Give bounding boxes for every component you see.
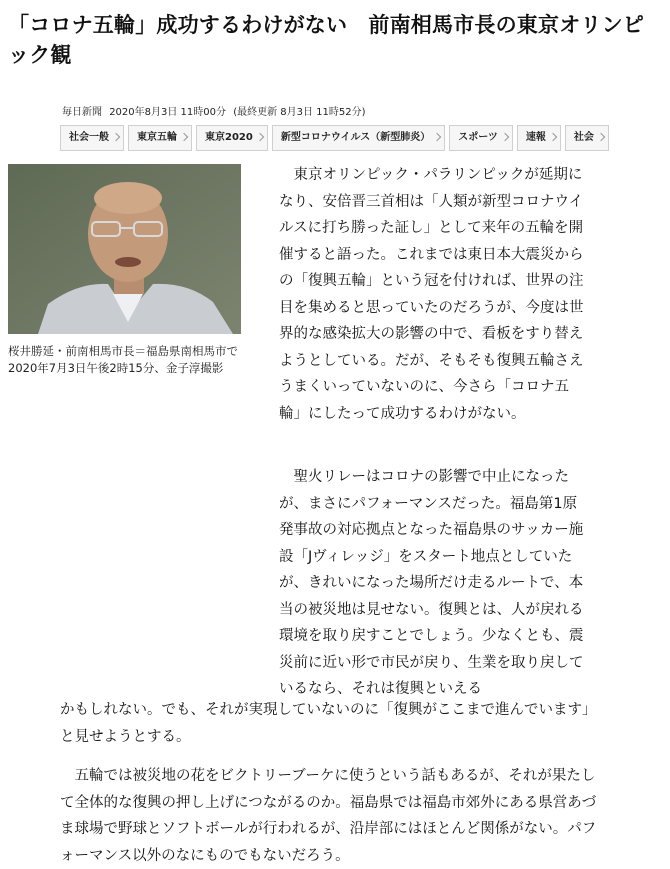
updated-time: (最終更新 8月3日 11時52分)	[233, 107, 366, 118]
tag-list	[60, 125, 609, 151]
tag-link[interactable]: 東京五輪	[128, 125, 192, 151]
tag-link[interactable]: 速報	[517, 125, 561, 151]
tag-link[interactable]: 社会一般	[60, 125, 124, 151]
body-paragraph: 聖火リレーはコロナの影響で中止になったが、まさにパフォーマンスだった。福島第1原発事故の対応拠点となった福島県のサッカー施設「Jヴィレッジ」をスタート地点としていたが、きれいになった場所だけ走るルートで、本当の被災地は見せない。復興とは、人が戻れる環境を取り戻すことでしょう。少なくとも、震災前に近い形で市民が戻り、生業を取り戻しているなら、それは復興といえる	[279, 469, 584, 697]
published-time: 2020年8月3日 11時00分	[109, 107, 226, 118]
source-name: 毎日新聞	[62, 107, 102, 118]
body-paragraph: 五輪では被災地の花をビクトリーブーケに使うという話もあるが、それが果たして全体的な復興の押し上げにつながるのか。福島県では福島市郊外にある県営あづま球場で野球とソフトボールが行われるが、沿岸部にはほとんど関係がない。パフォーマンス以外のなにものでもないだろう。	[60, 768, 597, 864]
article-meta	[62, 103, 370, 118]
body-paragraph: 東京オリンピック・パラリンピックが延期になり、安倍晋三首相は「人類が新型コロナウイルスに打ち勝った証し」として来年の五輪を開催すると語った。これまでは東日本大震災からの「復興五輪」という冠を付ければ、世界の注目を集めると思っていたのだろうが、今度は世界的な感染拡大の影響の中で、看板をすり替えようとしている。だが、そもそも復興五輪さえうまくいっていないのに、今さら「コロナ五輪」にしたって成功するわけがない。	[279, 167, 584, 422]
tag-link[interactable]: 東京2020	[196, 125, 268, 151]
tag-link[interactable]: 新型コロナウイルス（新型肺炎）	[272, 125, 445, 151]
tag-link[interactable]: スポーツ	[449, 125, 513, 151]
article-photo	[8, 164, 241, 334]
tag-link[interactable]: 社会	[565, 125, 609, 151]
article-headline: 「コロナ五輪」成功するわけがない 前南相馬市長の東京オリンピック観	[8, 13, 644, 67]
body-paragraph-continued: かもしれない。でも、それが実現していないのに「復興がここまで進んでいます」と見せようとする。	[60, 702, 597, 745]
photo-caption: 桜井勝延・前南相馬市長＝福島県南相馬市で2020年7月3日午後2時15分、金子淳撮影	[8, 344, 238, 375]
portrait-image	[8, 164, 241, 334]
